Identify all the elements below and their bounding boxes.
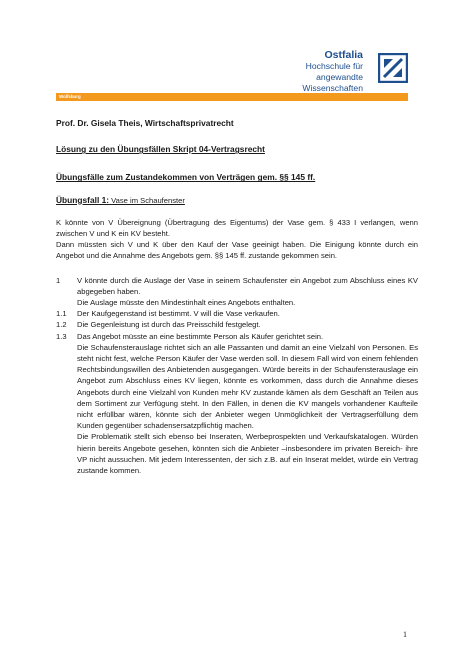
- logo-name: Ostfalia: [324, 49, 363, 61]
- point-1-subtext: Die Auslage müsste den Mindestinhalt eines Angebots enthalten.: [77, 298, 296, 308]
- case-label: Übungsfall 1:: [56, 194, 110, 205]
- document-title: Lösung zu den Übungsfällen Skript 04-Vertragsrecht: [56, 144, 265, 155]
- point-1-2: [56, 319, 418, 330]
- campus-label: Wolfsburg: [59, 94, 81, 99]
- point-1-3-body-1: Die Schaufensterauslage richtet sich an alle Passanten und damit an eine Vielzahl von Personen. Es steht nicht fest, welche Person Käufer der Vase werden soll. In diesem Fall wird von einem fehlenden Rechtsbindungswillen des Anbietenden ausgegangen. Würde bereits in der Schaufensterauslage ein Angebot zum Abschluss eines KV liegen, könnte es vorkommen, dass durch die Annahme dieses Angebots durch eine Vielzahl von Kunden mehr KV zustande kämen als dem Geschäft an Teilen aus dem Sortiment zur Verfügung steht. In den Fällen, in denen die KV mangels vorhandener Kaufteile nicht erfüllbar wären, könnte sich der Anbieter wegen Unmöglichkeit der Vertragserfüllung dem Kunden gegenüber schadensersatzpflichtig machen.: [77, 342, 418, 431]
- page-number: 1: [403, 630, 407, 639]
- section-heading: Übungsfälle zum Zustandekommen von Verträgen gem. §§ 145 ff.: [56, 172, 316, 183]
- point-number: 1.1: [56, 309, 67, 319]
- point-text: Das Angebot müsste an eine bestimmte Person als Käufer gerichtet sein.: [77, 331, 324, 341]
- case-title: Vase im Schaufenster: [109, 195, 185, 205]
- point-text: Die Gegenleistung ist durch das Preisschild festgelegt.: [77, 320, 261, 330]
- point-number: 1: [56, 275, 61, 285]
- case-heading: [56, 195, 418, 206]
- point-1: [56, 275, 418, 297]
- campus-banner: [56, 93, 408, 101]
- author-line: Prof. Dr. Gisela Theis, Wirtschaftsprivatrecht: [56, 118, 234, 128]
- intro-paragraph-1: K könnte von V Übereignung (Übertragung des Eigentums) der Vase gem. § 433 I verlangen, wenn zwischen V und K ein KV besteht.: [56, 217, 418, 239]
- point-1-1: [56, 308, 418, 319]
- logo-text: [258, 50, 363, 94]
- point-text: V könnte durch die Auslage der Vase in seinem Schaufenster ein Angebot zum Abschluss eines KV abgegeben haben.: [77, 275, 418, 296]
- point-1-3: [56, 331, 418, 342]
- logo-line-2: Wissenschaften: [302, 83, 363, 93]
- point-number: 1.2: [56, 320, 67, 330]
- point-1-3-body-2: Die Problematik stellt sich ebenso bei Inseraten, Werbeprospekten und Verkaufskatalogen. Würden hierin bereits Angebote gesehen, könnten sich die Anbieter –insbesondere im privaten Bereich- ihre VP nicht aussuchen. Mit jedem Interessenten, der sich z.B. auf ein Inserat meldet, würde ein Vertrag zustande kommen.: [77, 432, 418, 476]
- point-number: 1.3: [56, 331, 67, 341]
- document-body: [56, 118, 418, 476]
- point-text: Der Kaufgegenstand ist bestimmt. V will die Vase verkaufen.: [77, 309, 280, 319]
- intro-paragraph-2: Dann müssten sich V und K über den Kauf der Vase geeinigt haben. Die Einigung könnte durch ein Angebot und die Annahme des Angebots gem. §§ 145 ff. zustande gekommen sein.: [56, 240, 418, 261]
- ostfalia-logo-mark-icon: [378, 53, 408, 83]
- ostfalia-logo: [258, 50, 408, 94]
- logo-line-1: Hochschule für angewandte: [305, 61, 363, 82]
